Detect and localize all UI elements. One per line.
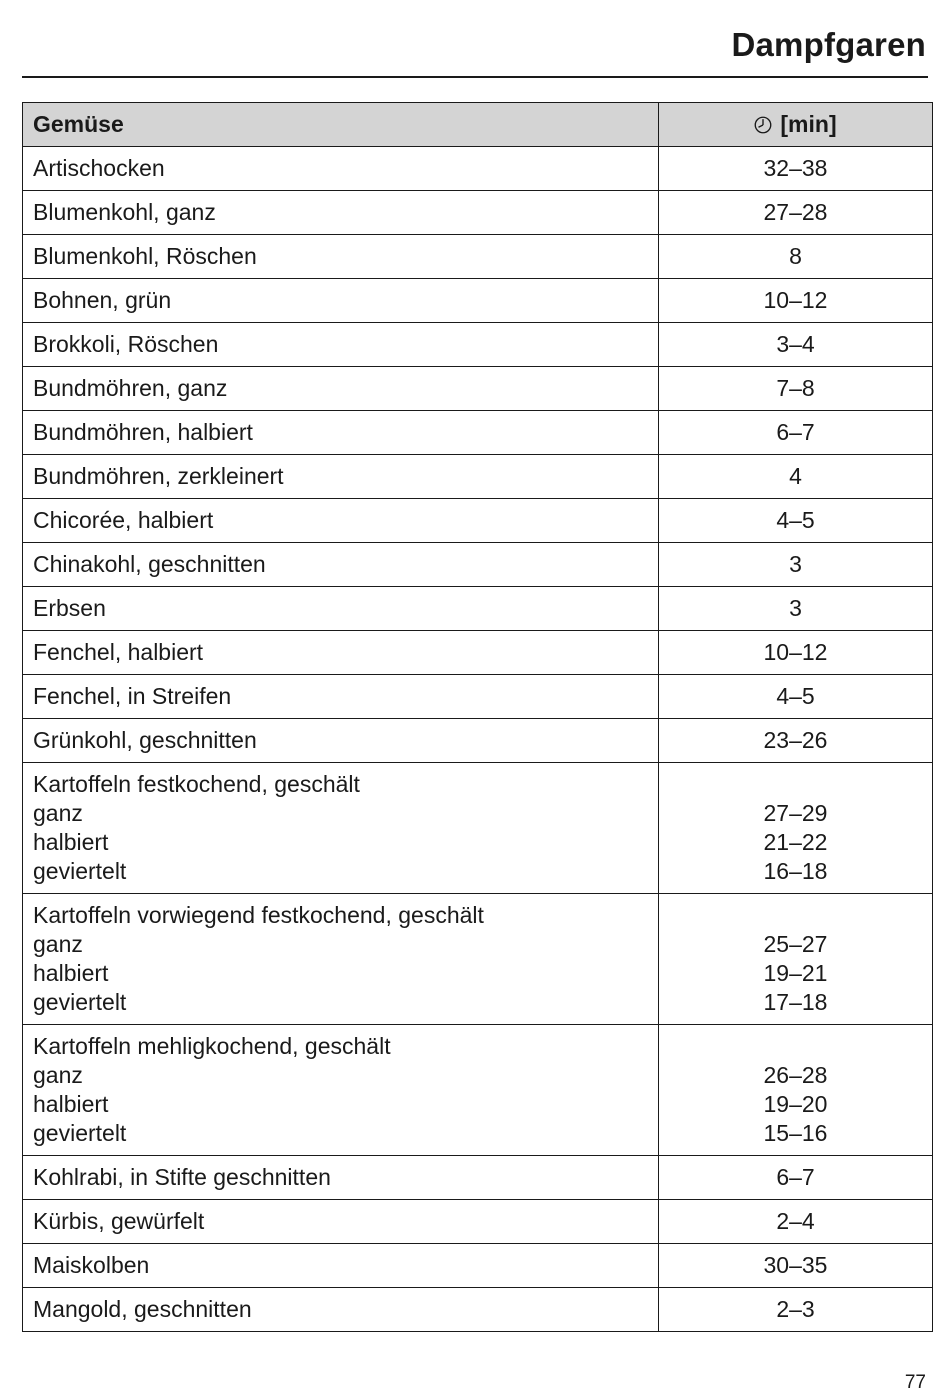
table-row-group [23,763,933,894]
sub-item-time: 26–28 [763,1062,828,1088]
time-cell: 6–7 [659,411,933,455]
sub-item-time: 19–21 [763,960,828,986]
time-cell: 10–12 [659,279,933,323]
sub-item-label: ganz [33,1062,83,1088]
vegetable-cell: Brokkoli, Röschen [23,323,659,367]
vegetable-cell: Erbsen [23,587,659,631]
header-time [659,103,933,147]
time-cell: 3–4 [659,323,933,367]
vegetable-cell: Blumenkohl, ganz [23,191,659,235]
group-title: Kartoffeln vorwiegend festkochend, geschält [33,902,484,928]
group-title: Kartoffeln mehligkochend, geschält [33,1033,391,1059]
time-group-cell [659,763,933,894]
time-cell: 6–7 [659,1156,933,1200]
time-cell: 23–26 [659,719,933,763]
header-vegetable: Gemüse [23,103,659,147]
sub-item-time: 19–20 [763,1091,828,1117]
table-row [23,367,933,411]
table-row [23,455,933,499]
sub-item-time: 15–16 [763,1120,828,1146]
vegetable-cell: Fenchel, in Streifen [23,675,659,719]
sub-item-label: halbiert [33,960,109,986]
time-cell: 4–5 [659,675,933,719]
sub-item-time: 17–18 [763,989,828,1015]
time-cell: 2–4 [659,1200,933,1244]
cooking-times-table [22,102,933,1332]
table-row [23,323,933,367]
vegetable-cell: Fenchel, halbiert [23,631,659,675]
vegetable-cell: Maiskolben [23,1244,659,1288]
time-cell: 32–38 [659,147,933,191]
vegetable-cell: Bohnen, grün [23,279,659,323]
group-title: Kartoffeln festkochend, geschält [33,771,360,797]
clock-icon [754,116,772,134]
table-row [23,499,933,543]
vegetable-cell: Mangold, geschnitten [23,1288,659,1332]
vegetable-cell: Bundmöhren, halbiert [23,411,659,455]
table-row [23,235,933,279]
page-number: 77 [904,1372,926,1393]
time-cell: 30–35 [659,1244,933,1288]
sub-item-time: 25–27 [763,931,828,957]
vegetable-group-cell [23,763,659,894]
table-row [23,279,933,323]
time-cell: 2–3 [659,1288,933,1332]
time-cell: 4–5 [659,499,933,543]
sub-item-label: geviertelt [33,858,127,884]
table-row-group [23,1025,933,1156]
sub-item-time: 27–29 [763,800,828,826]
time-group-cell [659,894,933,1025]
sub-item-label: geviertelt [33,1120,127,1146]
sub-item-label: halbiert [33,1091,109,1117]
vegetable-cell: Blumenkohl, Röschen [23,235,659,279]
time-cell: 10–12 [659,631,933,675]
sub-item-time: 16–18 [763,858,828,884]
time-cell: 7–8 [659,367,933,411]
time-spacer [669,1032,922,1061]
vegetable-cell: Chinakohl, geschnitten [23,543,659,587]
table-row [23,675,933,719]
vegetable-cell: Bundmöhren, zerkleinert [23,455,659,499]
table-row [23,411,933,455]
header-time-label: [min] [780,111,837,137]
table-row [23,1244,933,1288]
table-row [23,147,933,191]
table-row [23,543,933,587]
table-row [23,191,933,235]
sub-item-label: geviertelt [33,989,127,1015]
page-title: Dampfgaren [731,26,926,63]
vegetable-cell: Kohlrabi, in Stifte geschnitten [23,1156,659,1200]
time-cell: 8 [659,235,933,279]
time-cell: 4 [659,455,933,499]
time-cell: 3 [659,543,933,587]
table-row-group [23,894,933,1025]
table-row [23,631,933,675]
table-row [23,719,933,763]
vegetable-cell: Chicorée, halbiert [23,499,659,543]
sub-item-label: ganz [33,931,83,957]
table-row [23,587,933,631]
vegetable-cell: Bundmöhren, ganz [23,367,659,411]
sub-item-time: 21–22 [763,829,828,855]
vegetable-group-cell [23,1025,659,1156]
title-rule [22,76,928,78]
time-spacer [669,901,922,930]
vegetable-cell: Artischocken [23,147,659,191]
time-cell: 27–28 [659,191,933,235]
table-row [23,1200,933,1244]
table-row [23,1288,933,1332]
time-group-cell [659,1025,933,1156]
time-spacer [669,770,922,799]
vegetable-cell: Grünkohl, geschnitten [23,719,659,763]
time-cell: 3 [659,587,933,631]
vegetable-cell: Kürbis, gewürfelt [23,1200,659,1244]
sub-item-label: ganz [33,800,83,826]
vegetable-group-cell [23,894,659,1025]
table-row [23,1156,933,1200]
table-header-row [23,103,933,147]
sub-item-label: halbiert [33,829,109,855]
